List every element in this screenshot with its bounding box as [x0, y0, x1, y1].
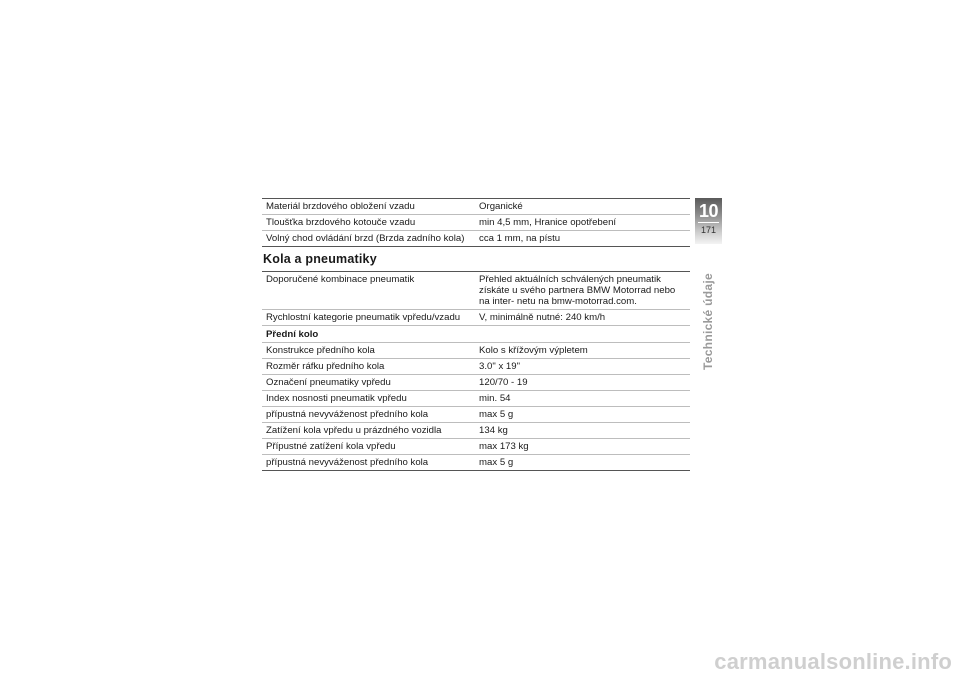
spec-label: Přípustné zatížení kola vpředu [262, 439, 471, 455]
spec-value: 134 kg [471, 423, 690, 439]
table-row [262, 215, 690, 231]
spec-label: Rychlostní kategorie pneumatik vpředu/vzadu [262, 310, 471, 326]
spec-label: Doporučené kombinace pneumatik [262, 272, 471, 310]
chapter-divider [698, 222, 719, 223]
spec-label: Tloušťka brzdového kotouče vzadu [262, 215, 471, 231]
brakes-spec-table [262, 198, 690, 247]
front-wheel-heading: Přední kolo [262, 326, 690, 343]
table-row [262, 231, 690, 247]
chapter-title-vertical [701, 274, 717, 374]
table-row [262, 199, 690, 215]
spec-label: Zatížení kola vpředu u prázdného vozidla [262, 423, 471, 439]
spec-label: přípustná nevyváženost předního kola [262, 455, 471, 471]
table-row [262, 391, 690, 407]
table-row [262, 407, 690, 423]
spec-label: Index nosnosti pneumatik vpředu [262, 391, 471, 407]
front-wheel-heading-row [262, 326, 690, 343]
chapter-tab [695, 198, 722, 244]
spec-value: Organické [471, 199, 690, 215]
spec-value: 3.0" x 19" [471, 359, 690, 375]
chapter-title: Technické údaje [701, 273, 715, 370]
table-row [262, 423, 690, 439]
watermark: carmanualsonline.info [714, 649, 952, 674]
table-row [262, 359, 690, 375]
spec-value: max 5 g [471, 455, 690, 471]
table-row [262, 455, 690, 471]
spec-value: min. 54 [471, 391, 690, 407]
table-row [262, 272, 690, 310]
spec-value: 120/70 - 19 [471, 375, 690, 391]
spec-value: V, minimálně nutné: 240 km/h [471, 310, 690, 326]
table-row [262, 439, 690, 455]
spec-value: Přehled aktuálních schválených pneumatik získáte u svého partnera BMW Motorrad nebo na inter- netu na bmw-motorrad.com. [471, 272, 690, 310]
spec-label: Volný chod ovládání brzd (Brzda zadního kola) [262, 231, 471, 247]
spec-value: max 5 g [471, 407, 690, 423]
chapter-number: 10 [698, 201, 719, 221]
spec-label: Konstrukce předního kola [262, 343, 471, 359]
spec-value: cca 1 mm, na pístu [471, 231, 690, 247]
table-row [262, 375, 690, 391]
page-number: 171 [700, 225, 717, 235]
wheels-spec-table [262, 271, 690, 471]
table-row [262, 310, 690, 326]
spec-value: max 173 kg [471, 439, 690, 455]
table-row [262, 343, 690, 359]
spec-label: Označení pneumatiky vpředu [262, 375, 471, 391]
spec-label: přípustná nevyváženost předního kola [262, 407, 471, 423]
spec-value: min 4,5 mm, Hranice opotřebení [471, 215, 690, 231]
section-title: Kola a pneumatiky [263, 252, 377, 266]
spec-value: Kolo s křížovým výpletem [471, 343, 690, 359]
spec-label: Materiál brzdového obložení vzadu [262, 199, 471, 215]
spec-label: Rozměr ráfku předního kola [262, 359, 471, 375]
